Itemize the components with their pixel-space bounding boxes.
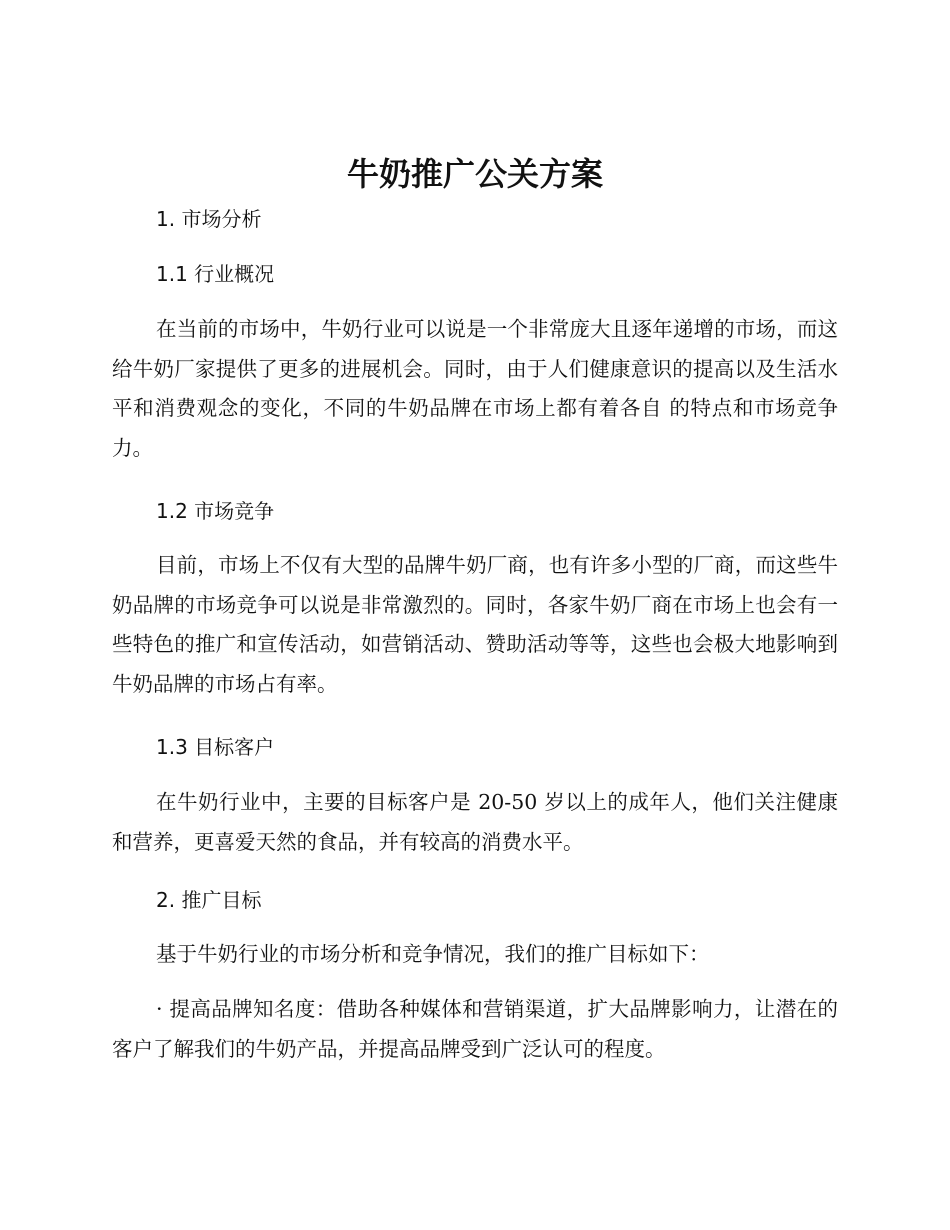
paragraph-target-customers: 在牛奶行业中，主要的目标客户是 20-50 岁以上的成年人，他们关注健康和营养，更喜爱天然的食品，并有较高的消费水平。 <box>112 790 838 854</box>
section-heading-promotion-goals: 2. 推广目标 <box>156 888 262 912</box>
section-heading-market-competition: 1.2 市场竞争 <box>156 499 275 523</box>
section-heading-target-customers: 1.3 目标客户 <box>156 735 275 759</box>
paragraph-market-competition: 目前，市场上不仅有大型的品牌牛奶厂商，也有许多小型的厂商，而这些牛奶品牌的市场竞争可以说是非常激烈的。同时，各家牛奶厂商在市场上也会有一些特色的推广和宣传活动，如营销活动、赞助活动等等，这些也会极大地影响到牛奶品牌的市场占有率。 <box>112 553 838 696</box>
section-heading-market-analysis: 1. 市场分析 <box>156 207 262 231</box>
paragraph-industry-overview: 在当前的市场中，牛奶行业可以说是一个非常庞大且逐年递增的市场，而这给牛奶厂家提供了更多的进展机会。同时，由于人们健康意识的提高以及生活水平和消费观念的变化，不同的牛奶品牌在市场上都有着各自 的特点和市场竞争力。 <box>112 317 838 460</box>
document-title: 牛奶推广公关方案 <box>346 155 603 193</box>
paragraph-promotion-goals: 基于牛奶行业的市场分析和竞争情况，我们的推广目标如下： <box>156 942 710 966</box>
bullet-brand-awareness: · 提高品牌知名度：借助各种媒体和营销渠道，扩大品牌影响力，让潜在的客户了解我们的牛奶产品，并提高品牌受到广泛认可的程度。 <box>112 997 838 1061</box>
section-heading-industry-overview: 1.1 行业概况 <box>156 262 275 286</box>
